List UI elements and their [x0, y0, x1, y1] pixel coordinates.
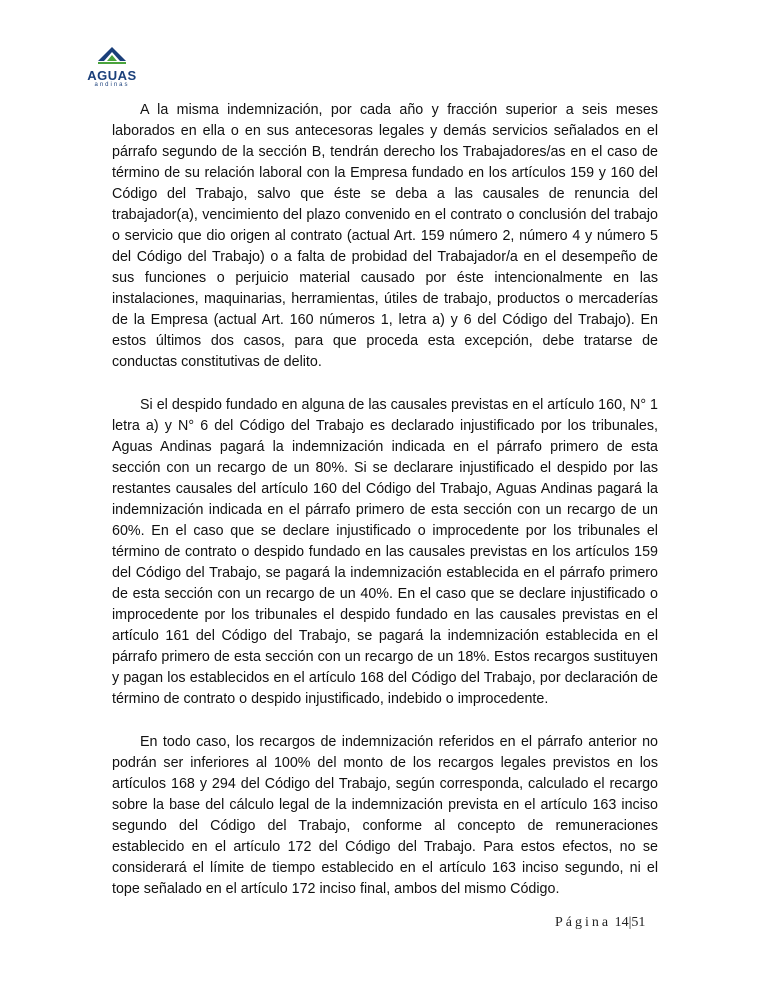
page-footer — [555, 915, 645, 931]
paragraph: A la misma indemnización, por cada año y fracción superior a seis meses laborados en ella o en sus antecesoras legales y demás servicios señalados en el párrafo segundo de la sección B, tendrán derecho los Trabajadores/as en el caso de término de su relación laboral con la Empresa fundado en los artículos 159 y 160 del Código del Trabajo, salvo que éste se deba a las causales de renuncia del trabajador(a), vencimiento del plazo convenido en el contrato o conclusión del trabajo o servicio que dio origen al contrato (actual Art. 159 número 2, número 4 y número 5 del Código del Trabajo) o a falta de probidad del Trabajador/a en el desempeño de sus funciones o perjuicio material causado por éste intencionalmente en las instalaciones, maquinarias, herramientas, útiles de trabajo, productos o mercaderías de la Empresa (actual Art. 160 números 1, letra a) y 6 del Código del Trabajo). En estos últimos dos casos, para que proceda esta excepción, debe tratarse de conductas constitutivas de delito. — [112, 102, 658, 370]
page-label: Página — [555, 915, 612, 930]
paragraph: Si el despido fundado en alguna de las causales previstas en el artículo 160, N° 1 letra a) y N° 6 del Código del Trabajo es declarado injustificado por los tribunales, Aguas Andinas pagará la indemnización indicada en el párrafo primero de esta sección con un recargo de un 80%. Si se declarare injustificado el despido por las restantes causales del artículo 160 del Código del Trabajo, Aguas Andinas pagará la indemnización indicada en el párrafo primero de esta sección con un recargo de un 60%. En el caso que se declare injustificado o improcedente por los tribunales el término de contrato o despido fundado en las causales previstas en los artículos 159 del Código del Trabajo, se pagará la indemnización establecida en el párrafo primero de esta sección con un recargo de un 40%. En el caso que se declare injustificado o improcedente por los tribunales el despido fundado en las causales previstas en el artículo 161 del Código del Trabajo, se pagará la indemnización establecida en el párrafo primero de esta sección con un recargo de un 18%. Estos recargos sustituyen y pagan los establecidos en el artículo 168 del Código del Trabajo, por declaración de término de contrato o despido injustificado, indebido o improcedente. — [112, 397, 658, 707]
page-number: 14 — [614, 915, 629, 930]
page-total: 51 — [631, 915, 646, 930]
mountain-drop-icon — [95, 46, 129, 68]
page-separator: | — [628, 915, 632, 930]
logo-subtitle: andinas — [94, 82, 130, 88]
company-logo — [77, 46, 147, 94]
paragraph: En todo caso, los recargos de indemnización referidos en el párrafo anterior no podrán ser inferiores al 100% del monto de los recargos legales previstos en los artículos 168 y 294 del Código del Trabajo, según corresponda, calculado el recargo sobre la base del cálculo legal de la indemnización prevista en el artículo 163 inciso segundo del Código del Trabajo, conforme al concepto de remuneraciones establecido en el artículo 172 del Código del Trabajo. Para estos efectos, no se considerará el límite de tiempo establecido en el artículo 163 inciso segundo, ni el tope señalado en el artículo 172 inciso final, ambos del mismo Código. — [112, 734, 658, 897]
logo-wordmark: AGUAS — [87, 68, 137, 83]
document-body — [112, 100, 658, 922]
